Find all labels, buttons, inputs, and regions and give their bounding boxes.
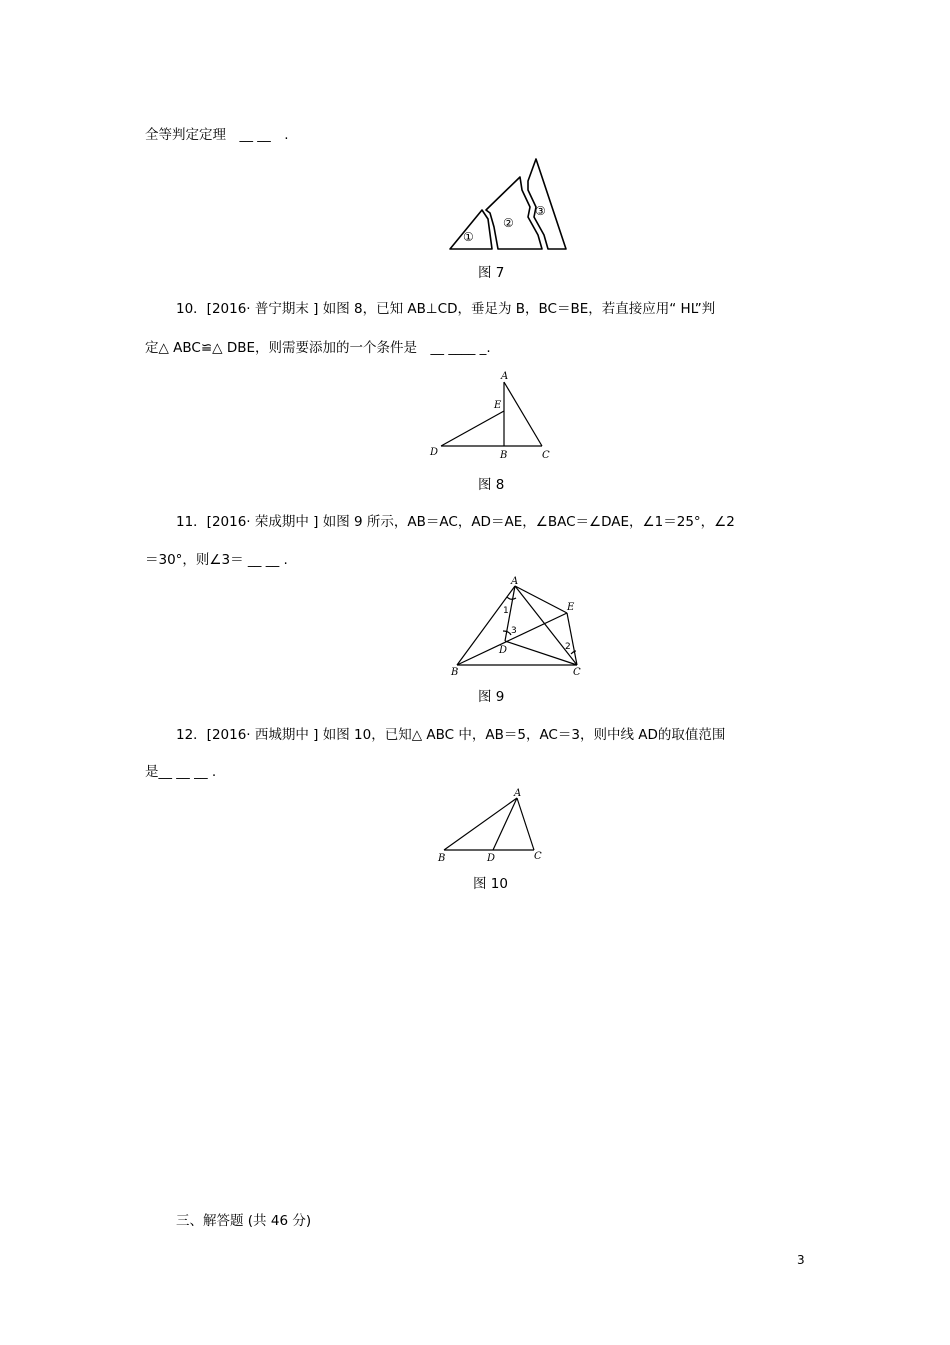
q11-line2: ＝30°，则∠3＝ __ __ . [145,552,288,568]
piece-1-label: ① [463,230,474,244]
q12-line2: 是__ __ __ . [145,764,217,780]
fig10-label-D: D [487,853,496,864]
fig10-label-B: B [438,853,446,864]
figure-9-caption: 图 9 [478,689,505,705]
fig9-label-C: C [573,667,581,678]
fig9-label-B: B [451,667,459,678]
fig9-label-E: E [567,602,575,613]
fig10-label-A: A [514,788,522,799]
piece-2-label: ② [503,216,514,230]
fig10-label-C: C [534,851,542,862]
q9-tail-text: 全等判定定理 __ __ . [145,127,289,143]
fig9-angle-2: 2 [565,642,571,652]
figure-8-caption: 图 8 [478,477,505,493]
fig9-angle-3: 3 [511,626,517,636]
fig8-label-C: C [542,450,550,461]
fig9-angle-1: 1 [503,606,509,616]
figure-10-diagram [430,786,550,866]
section-3-heading: 三、解答题 (共 46 分) [176,1213,312,1229]
figure-9-diagram [445,573,585,681]
piece-3-label: ③ [535,204,546,218]
fig8-label-B: B [500,450,508,461]
figure-8-diagram [425,368,555,464]
fig9-label-A: A [511,576,519,587]
fig9-label-D: D [499,645,508,656]
q12-line1: 12．[2016· 西城期中 ] 如图 10，已知△ ABC 中，AB＝5，AC＝3，则中线 AD的取值范围 [176,727,726,743]
fig8-label-A: A [501,371,509,382]
figure-7-caption: 图 7 [478,265,505,281]
figure-10-caption: 图 10 [473,876,508,892]
figure-7-triangle-pieces [440,155,575,255]
fig8-label-E: E [494,400,502,411]
page-number: 3 [797,1253,805,1267]
q10-line1: 10．[2016· 普宁期末 ] 如图 8，已知 AB⊥CD，垂足为 B，BC＝BE，若直接应用“ HL”判 [176,301,716,317]
q10-line2: 定△ ABC≌△ DBE，则需要添加的一个条件是 __ ____ _. [145,340,491,356]
fig8-label-D: D [430,447,439,458]
q11-line1: 11．[2016· 荣成期中 ] 如图 9 所示，AB＝AC，AD＝AE，∠BAC＝∠DAE，∠1＝25°，∠2 [176,514,735,530]
